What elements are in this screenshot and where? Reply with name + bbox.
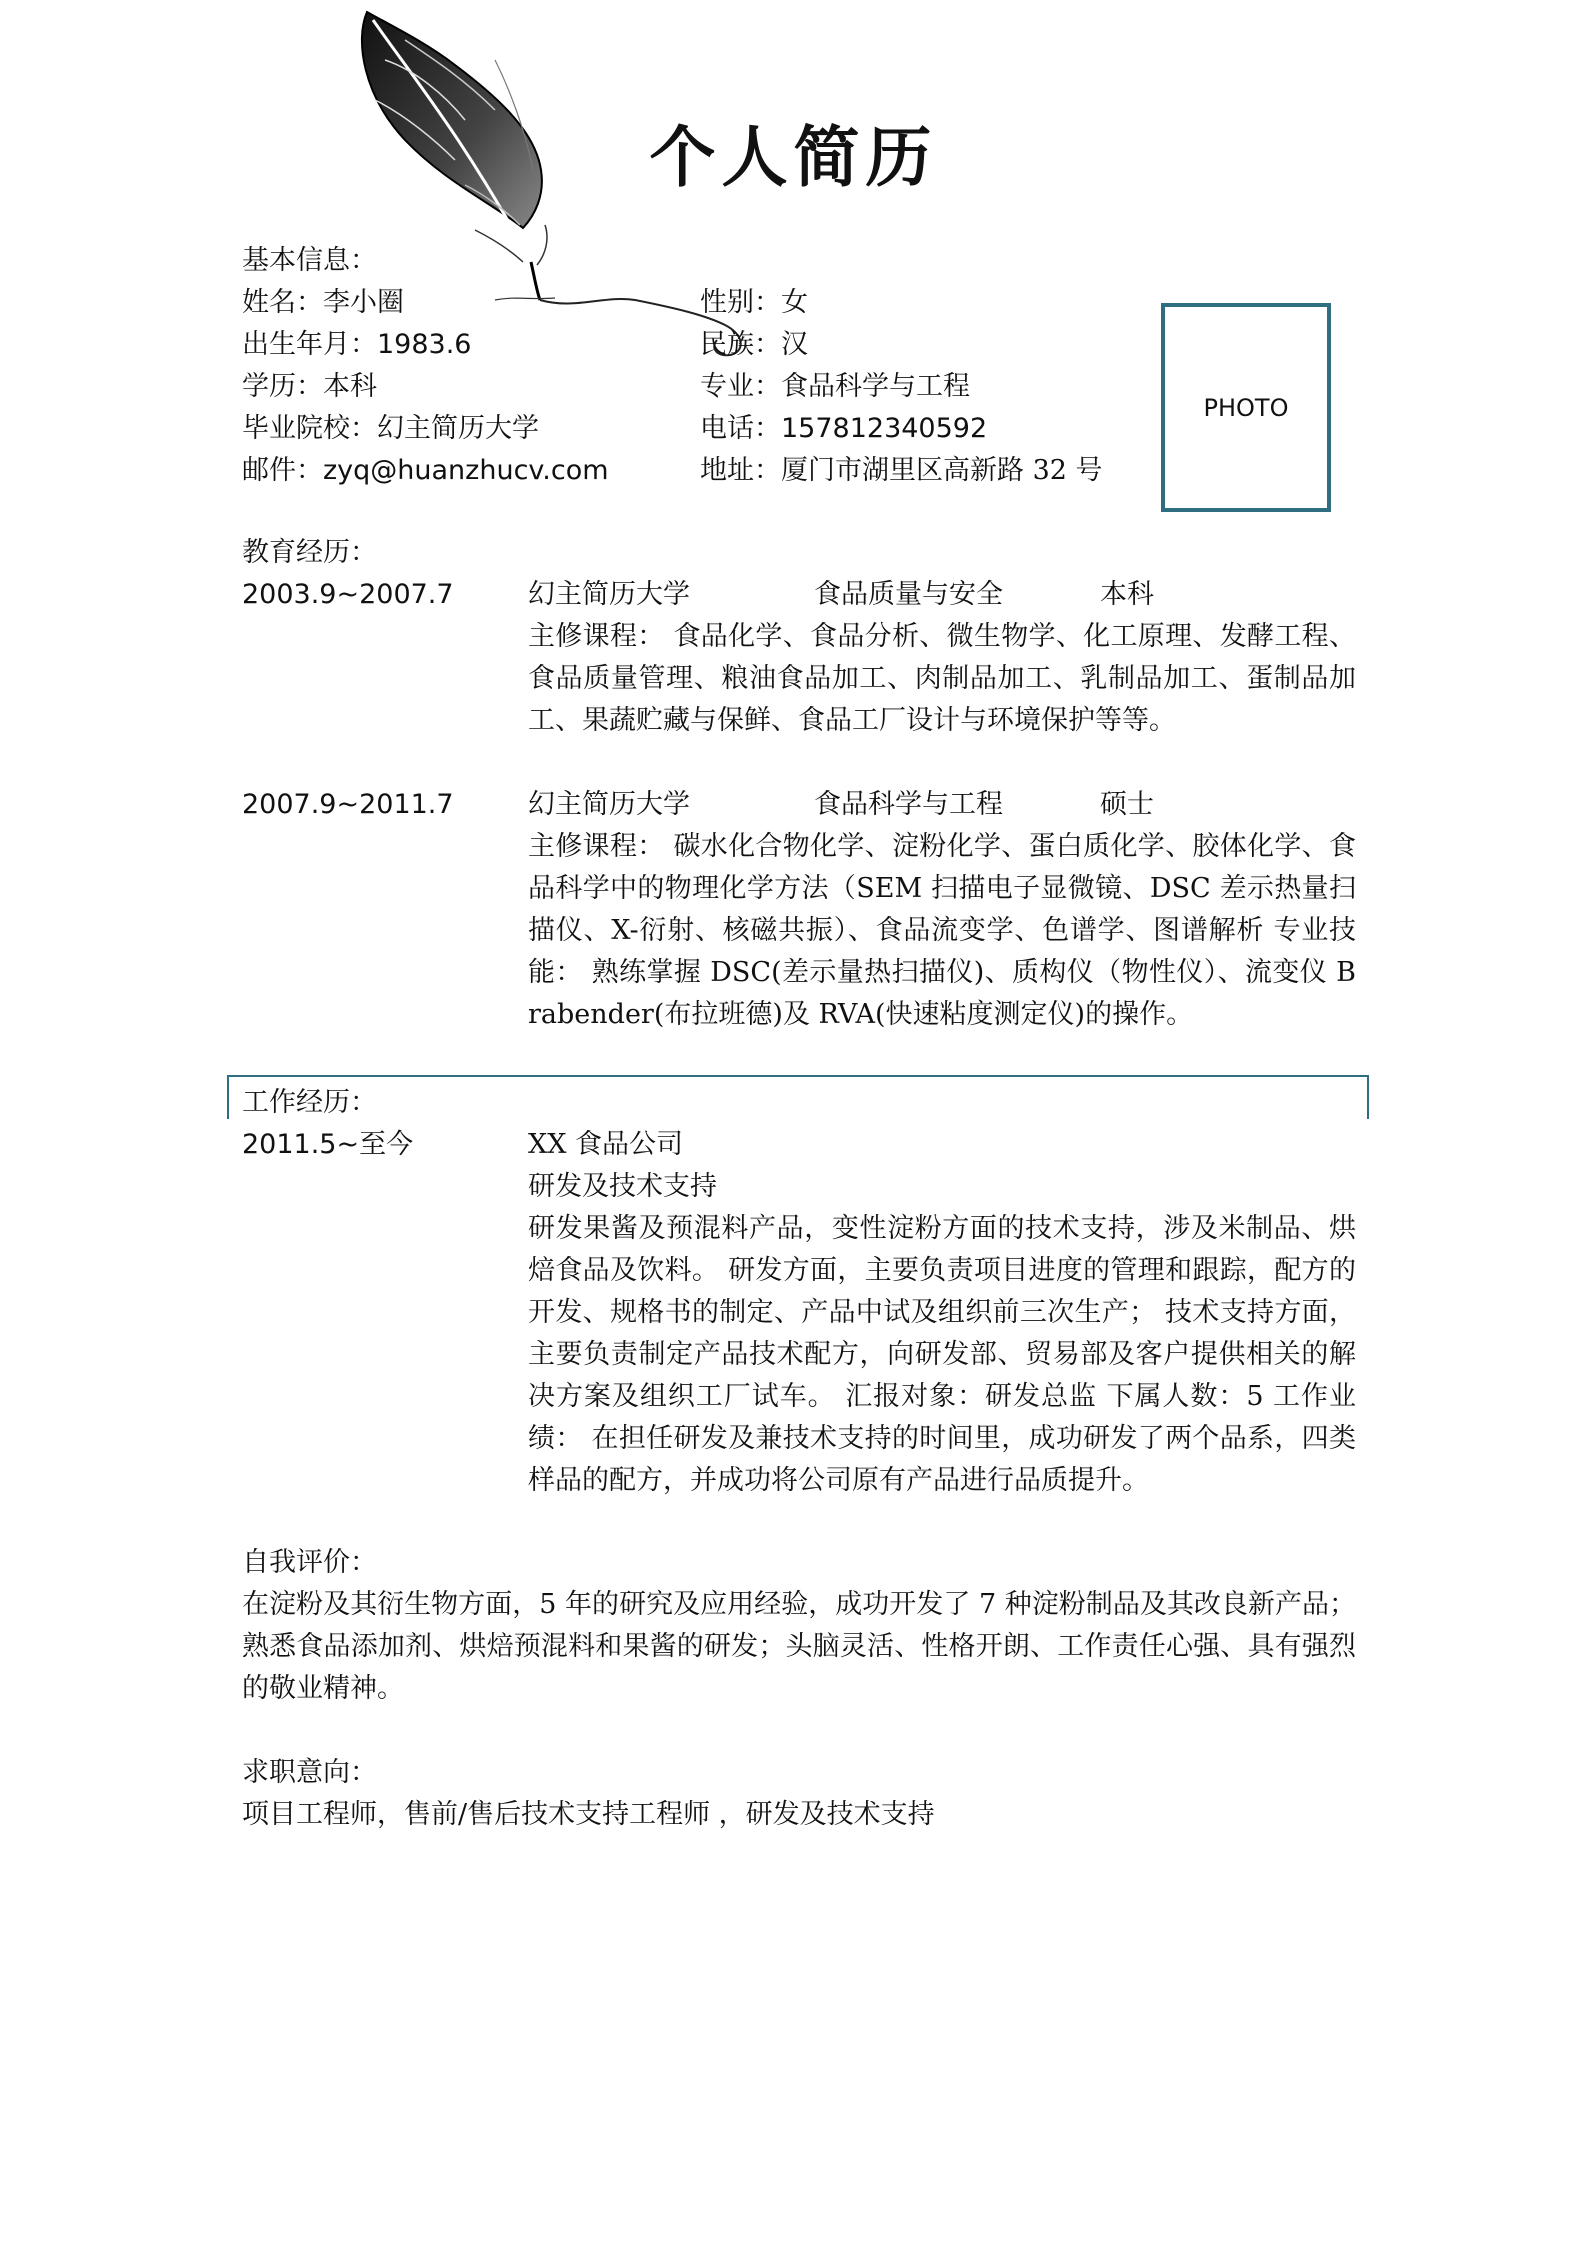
education-degree: 硕士 — [1100, 789, 1154, 820]
education-period: 2007.9~2011.7 — [242, 789, 454, 820]
birth-row — [242, 324, 471, 366]
email-label: 邮件： — [242, 455, 323, 486]
birth-label: 出生年月： — [242, 329, 377, 360]
name-row — [242, 282, 404, 324]
degree-row — [242, 366, 377, 408]
work-description: 研发果酱及预混料产品，变性淀粉方面的技术支持，涉及米制品、烘焙食品及饮料。 研发方面，主要负责项目进度的管理和跟踪，配方的开发、规格书的制定、产品中试及组织前三次生产； 技术支持方面，主要负责制定产品技术配方，向研发部、贸易部及客户提供相关的解决方案及组织工厂试车。 汇报对象：研发总监 下属人数：5 工作业绩： 在担任研发及兼技术支持的时间里，成功研发了两个品系，四类样品的配方，并成功将公司原有产品进行品质提升。 — [528, 1213, 1356, 1496]
photo-label: PHOTO — [1203, 393, 1289, 422]
address-value: 厦门市湖里区高新路 32 号 — [781, 455, 1103, 486]
education-courses: 主修课程： 碳水化合物化学、淀粉化学、蛋白质化学、胶体化学、食品科学中的物理化学方法（SEM 扫描电子显微镜、DSC 差示热量扫描仪、X-衍射、核磁共振）、食品流变学、色谱学、图谱解析 专业技能： 熟练掌握 DSC(差示量热扫描仪)、质构仪（物性仪）、流变仪 Brabender(布拉班德)及 RVA(快速粘度测定仪)的操作。 — [528, 831, 1356, 1030]
self-evaluation-heading: 自我评价： — [242, 1547, 377, 1578]
education-school: 幻主简历大学 — [528, 789, 690, 820]
gender-row — [700, 282, 808, 324]
self-evaluation-text: 在淀粉及其衍生物方面，5 年的研究及应用经验，成功开发了 7 种淀粉制品及其改良新产品；熟悉食品添加剂、烘焙预混料和果酱的研发；头脑灵活、性格开朗、工作责任心强、具有强烈的敬业精神。 — [242, 1589, 1356, 1704]
address-row — [700, 450, 1103, 492]
education-major: 食品科学与工程 — [814, 789, 1003, 820]
work-period: 2011.5~至今 — [242, 1129, 414, 1160]
work-section-frame — [227, 1075, 1369, 1119]
phone-value: 157812340592 — [781, 413, 988, 444]
education-courses: 主修课程： 食品化学、食品分析、微生物学、化工原理、发酵工程、食品质量管理、粮油食品加工、肉制品加工、乳制品加工、蛋制品加工、果蔬贮藏与保鲜、食品工厂设计与环境保护等等。 — [528, 621, 1356, 736]
degree-label: 学历： — [242, 371, 323, 402]
school-label: 毕业院校： — [242, 413, 377, 444]
gender-value: 女 — [781, 287, 808, 318]
gender-label: 性别： — [700, 287, 781, 318]
school-row — [242, 408, 539, 450]
education-degree: 本科 — [1100, 579, 1154, 610]
work-position: 研发及技术支持 — [528, 1171, 717, 1202]
work-company: XX 食品公司 — [528, 1129, 684, 1160]
major-label: 专业： — [700, 371, 781, 402]
email-row — [242, 450, 609, 492]
phone-row — [700, 408, 987, 450]
phone-label: 电话： — [700, 413, 781, 444]
name-label: 姓名： — [242, 287, 323, 318]
education-heading: 教育经历： — [242, 537, 377, 568]
school-value: 幻主简历大学 — [377, 413, 539, 444]
ethnic-row — [700, 324, 808, 366]
ethnic-value: 汉 — [781, 329, 808, 360]
degree-value: 本科 — [323, 371, 377, 402]
work-heading: 工作经历： — [242, 1087, 377, 1118]
basic-info-heading: 基本信息： — [242, 245, 377, 276]
name-value: 李小圈 — [323, 287, 404, 318]
education-school: 幻主简历大学 — [528, 579, 690, 610]
education-period: 2003.9~2007.7 — [242, 579, 454, 610]
photo-placeholder — [1161, 303, 1331, 512]
major-value: 食品科学与工程 — [781, 371, 970, 402]
ethnic-label: 民族： — [700, 329, 781, 360]
objective-text: 项目工程师，售前/售后技术支持工程师 ，研发及技术支持 — [242, 1799, 935, 1830]
page-title: 个人简历 — [649, 118, 938, 196]
birth-value: 1983.6 — [377, 329, 472, 360]
education-major: 食品质量与安全 — [814, 579, 1003, 610]
address-label: 地址： — [700, 455, 781, 486]
major-row — [700, 366, 970, 408]
objective-heading: 求职意向： — [242, 1757, 377, 1788]
email-value: zyq@huanzhucv.com — [323, 455, 609, 486]
